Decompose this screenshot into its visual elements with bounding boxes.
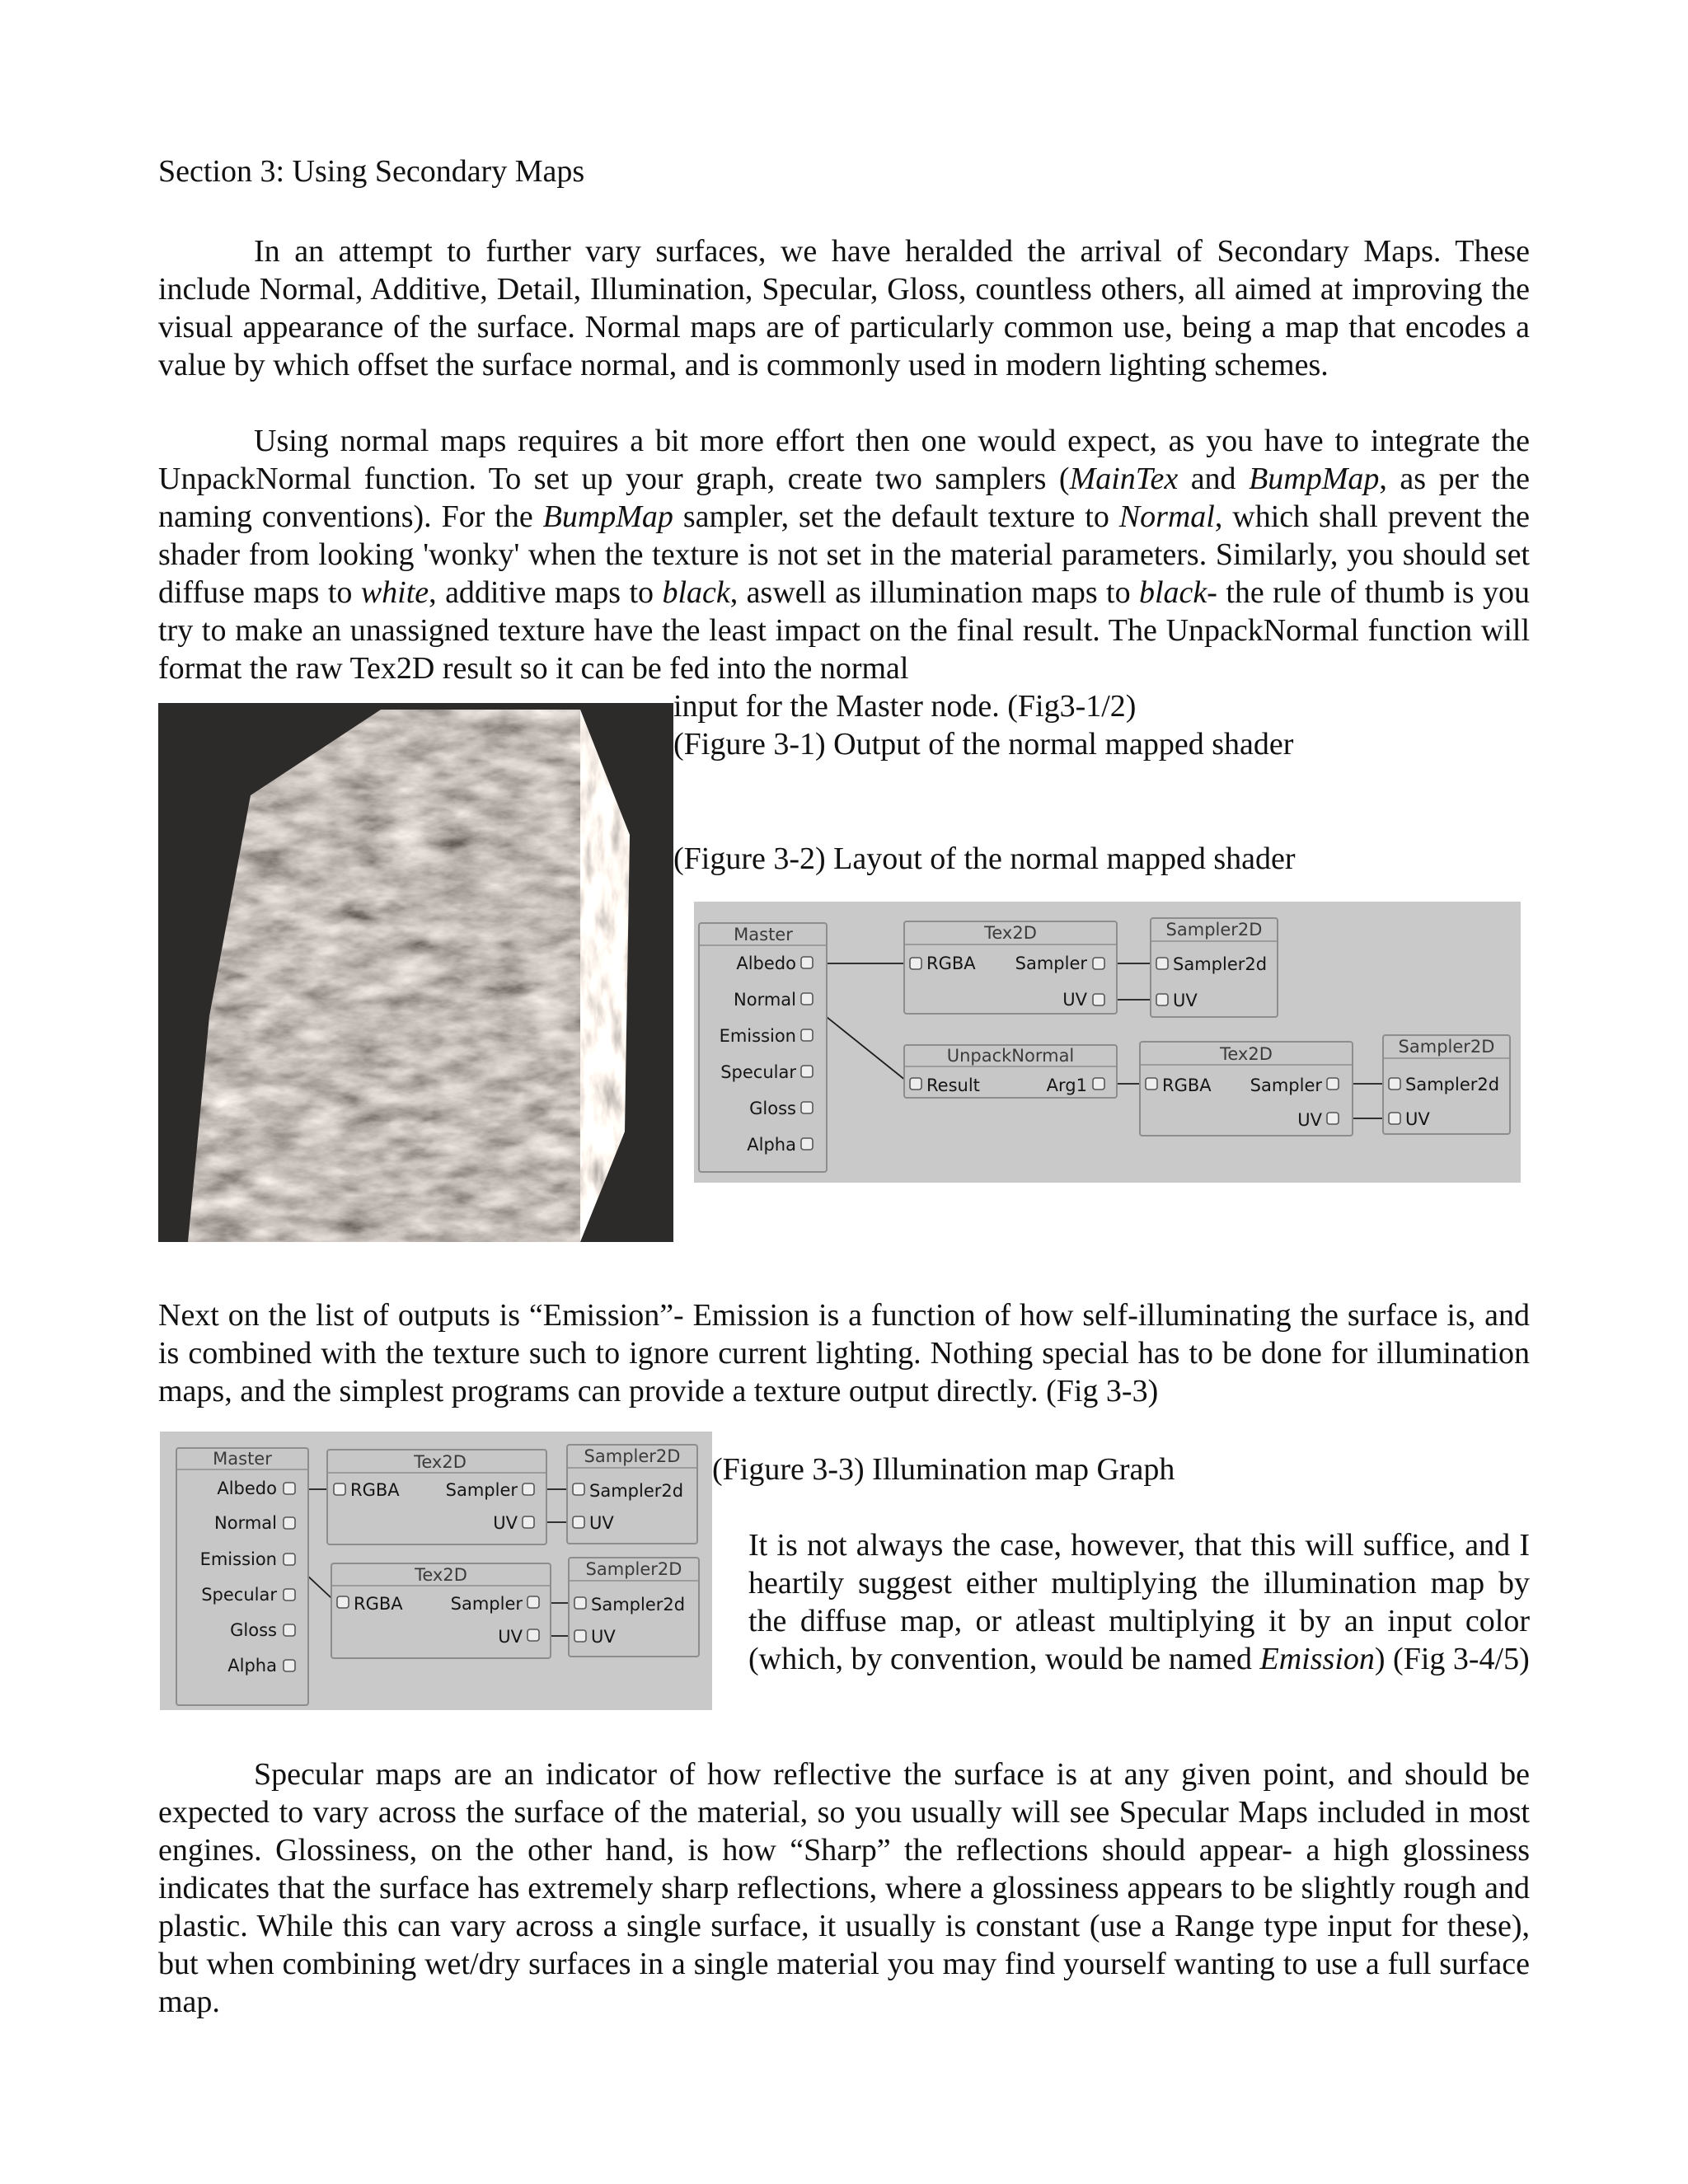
albedo-label: Albedo (736, 954, 796, 973)
uv-label: UV (1062, 990, 1087, 1010)
rgba-label: RGBA (926, 954, 976, 973)
p2-italic-black: black (662, 575, 730, 610)
paragraph-emission-multiply (748, 1526, 1530, 1678)
figure-3-2-node-graph (694, 902, 1521, 1183)
sampler-label: Sampler (1250, 1076, 1322, 1095)
tex2d-title: Tex2D (414, 1452, 467, 1472)
uv-port[interactable] (1327, 1113, 1339, 1124)
paragraph-secondary-maps-intro (158, 232, 1530, 384)
p2-text: sampler, set the default texture to (673, 499, 1119, 534)
normal-port[interactable] (284, 1517, 295, 1529)
uv-label: UV (493, 1513, 518, 1533)
alpha-label: Alpha (747, 1135, 796, 1155)
paragraph-emission (158, 1296, 1530, 1410)
node-graph-svg (694, 902, 1521, 1183)
p2-italic-maintex: MainTex (1069, 462, 1179, 496)
p2-text: and (1178, 462, 1250, 496)
rgba-label: RGBA (1162, 1076, 1212, 1095)
emission-label: Emission (199, 1549, 277, 1569)
sampler2d-output-label: Sampler2d (1405, 1075, 1500, 1094)
albedo-port[interactable] (284, 1483, 295, 1494)
figure-3-1-caption: (Figure 3-1) Output of the normal mapped shader (673, 727, 1294, 762)
tex2d-node[interactable] (904, 921, 1117, 1014)
gloss-port[interactable] (801, 1102, 813, 1113)
p2-text: , which shall prevent the shader from looking 'wonky' when the texture is not set in the material parameters. Similarly, you should set diffuse maps to (158, 499, 1530, 610)
p2-text: , additive maps to (429, 575, 663, 610)
rgba-port[interactable] (337, 1596, 349, 1608)
uv-port[interactable] (1156, 994, 1168, 1005)
master-node[interactable] (699, 923, 827, 1172)
sampler2d-port[interactable] (1156, 958, 1168, 969)
gloss-label: Gloss (749, 1099, 796, 1118)
sampler-port[interactable] (528, 1596, 539, 1608)
sampler-port[interactable] (1327, 1078, 1339, 1090)
albedo-port[interactable] (801, 957, 813, 968)
master-title: Master (213, 1449, 272, 1469)
master-node[interactable] (176, 1448, 308, 1705)
result-port[interactable] (910, 1078, 921, 1090)
uv-label: UV (589, 1513, 614, 1533)
unpacknormal-title: UnpackNormal (946, 1046, 1075, 1066)
sampler2d-output-label: Sampler2d (591, 1595, 686, 1615)
emission-port[interactable] (801, 1029, 813, 1041)
unpacknormal-node[interactable] (904, 1045, 1117, 1098)
sampler-port[interactable] (523, 1483, 534, 1495)
p2-text: - the rule of thumb is you try to make an unassigned texture have the least impact on the final result. The UnpackNormal function will format the raw Tex2D result so it can be fed into the normal (158, 575, 1530, 686)
specular-label: Specular (720, 1062, 796, 1082)
uv-label: UV (498, 1627, 523, 1647)
p4-text: It is not always the case, however, that this will suffice, and I heartily suggest either multiplying the illumination map by the diffuse map, or atleast multiplying it by an input color (which, by convention, would be named (748, 1528, 1530, 1676)
sampler2d-title: Sampler2D (584, 1446, 681, 1466)
rgba-port[interactable] (1146, 1078, 1157, 1090)
uv-label: UV (1173, 991, 1198, 1010)
p2-tail-text: input for the Master node. (Fig3-1/2) (673, 689, 1137, 724)
sampler-label: Sampler (1015, 954, 1087, 973)
p2-italic-black: black (1138, 575, 1207, 610)
sampler-label: Sampler (445, 1480, 518, 1500)
tex2d-title: Tex2D (984, 923, 1037, 943)
alpha-label: Alpha (227, 1656, 277, 1675)
sampler2d-output-label: Sampler2d (1173, 954, 1268, 974)
alpha-port[interactable] (284, 1660, 295, 1671)
normal-port[interactable] (801, 993, 813, 1005)
p2-italic-bumpmap: BumpMap (542, 499, 673, 534)
p1-text: In an attempt to further vary surfaces, we have heralded the arrival of Secondary Maps. These include Normal, Additive, Detail, Illumination, Specular, Gloss, countless others, all aimed at improving the visual appearance of the surface. Normal maps are of particularly common use, being a map that encodes a value by which offset the surface normal, and is commonly used in modern lighting schemes. (158, 234, 1530, 382)
p2-italic-white: white (360, 575, 429, 610)
uv-port[interactable] (1389, 1113, 1400, 1124)
p2-text: , aswell as illumination maps to (729, 575, 1139, 610)
result-label: Result (926, 1076, 980, 1095)
paragraph-normal-maps (158, 422, 1530, 687)
sampler2d-port[interactable] (574, 1597, 586, 1609)
gloss-port[interactable] (284, 1624, 295, 1636)
uv-label: UV (591, 1627, 616, 1647)
alpha-port[interactable] (801, 1138, 813, 1150)
paragraph-specular-gloss (158, 1755, 1530, 2021)
sampler2d-port[interactable] (1389, 1078, 1400, 1090)
p2-italic-bumpmap: BumpMap (1249, 462, 1380, 496)
sampler2d-node[interactable] (569, 1558, 699, 1657)
p2-text: , as per the naming conventions). For the (158, 462, 1530, 534)
p4-text: ) (Fig 3-4/5) (1374, 1642, 1530, 1676)
figure-3-1-render (158, 703, 673, 1242)
rgba-port[interactable] (910, 958, 921, 969)
sampler2d-node[interactable] (567, 1445, 697, 1544)
sampler-label: Sampler (450, 1594, 523, 1614)
node-graph-svg (160, 1432, 712, 1710)
sampler-port[interactable] (1093, 958, 1104, 969)
rock-cube-image (158, 703, 673, 1242)
rgba-port[interactable] (334, 1483, 345, 1495)
sampler2d-node[interactable] (1383, 1035, 1510, 1134)
arg1-label: Arg1 (1046, 1076, 1087, 1095)
p2-text: Using normal maps requires a bit more effort then one would expect, as you have to integrate the UnpackNormal function. To set up your graph, create two samplers ( (158, 424, 1530, 496)
gloss-label: Gloss (230, 1620, 277, 1640)
section-title: Section 3: Using Secondary Maps (158, 154, 585, 189)
sampler2d-port[interactable] (573, 1483, 584, 1495)
uv-label: UV (1297, 1110, 1322, 1130)
specular-label: Specular (201, 1585, 277, 1605)
uv-port[interactable] (573, 1516, 584, 1528)
master-title: Master (734, 925, 793, 944)
tex2d-node[interactable] (1140, 1042, 1353, 1136)
uv-port[interactable] (1093, 994, 1104, 1005)
emission-port[interactable] (284, 1554, 295, 1565)
uv-port[interactable] (574, 1630, 586, 1642)
figure-3-3-caption: (Figure 3-3) Illumination map Graph (712, 1452, 1175, 1487)
tex2d-node[interactable] (327, 1450, 546, 1544)
sampler2d-node[interactable] (1151, 918, 1278, 1017)
tex2d-title: Tex2D (415, 1565, 467, 1585)
emission-label: Emission (719, 1026, 796, 1046)
figure-3-2-caption: (Figure 3-2) Layout of the normal mapped shader (673, 841, 1296, 876)
p5-text: Specular maps are an indicator of how reflective the surface is at any given point, and should be expected to vary across the surface of the material, so you usually will see Specular Maps included in most engines. Glossiness, on the other hand, is how “Sharp” the reflections should appear- a high glossiness indicates that the surface has extremely sharp reflections, where a glossiness appears to be slightly rough and plastic. While this can vary across a single surface, it usually is constant (use a Range type input for these), but when combining wet/dry surfaces in a single material you may find yourself wanting to use a full surface map. (158, 1757, 1530, 2019)
specular-port[interactable] (284, 1589, 295, 1601)
tex2d-node[interactable] (331, 1563, 551, 1658)
figure-3-3-node-graph (160, 1432, 712, 1710)
p2-italic-normal: Normal (1118, 499, 1215, 534)
sampler2d-title: Sampler2D (1165, 920, 1263, 940)
normal-label: Normal (734, 990, 796, 1010)
sampler2d-title: Sampler2D (585, 1559, 682, 1579)
normal-label: Normal (214, 1513, 277, 1533)
p3-text: Next on the list of outputs is “Emission”- Emission is a function of how self-illuminating the surface is, and is combined with the texture such to ignore current lighting. Nothing special has to be done for illumination maps, and the simplest programs can provide a texture output directly. (Fig 3-3) (158, 1298, 1530, 1408)
arg1-port[interactable] (1093, 1078, 1104, 1090)
specular-port[interactable] (801, 1066, 813, 1077)
albedo-label: Albedo (217, 1479, 277, 1498)
uv-port[interactable] (523, 1516, 534, 1528)
uv-label: UV (1405, 1109, 1430, 1129)
p4-italic-emission: Emission (1259, 1642, 1375, 1676)
sampler2d-title: Sampler2D (1398, 1037, 1495, 1057)
sampler2d-output-label: Sampler2d (589, 1481, 684, 1501)
tex2d-title: Tex2D (1220, 1044, 1273, 1064)
uv-port[interactable] (528, 1629, 539, 1641)
rgba-label: RGBA (354, 1594, 403, 1614)
rgba-label: RGBA (350, 1480, 400, 1500)
